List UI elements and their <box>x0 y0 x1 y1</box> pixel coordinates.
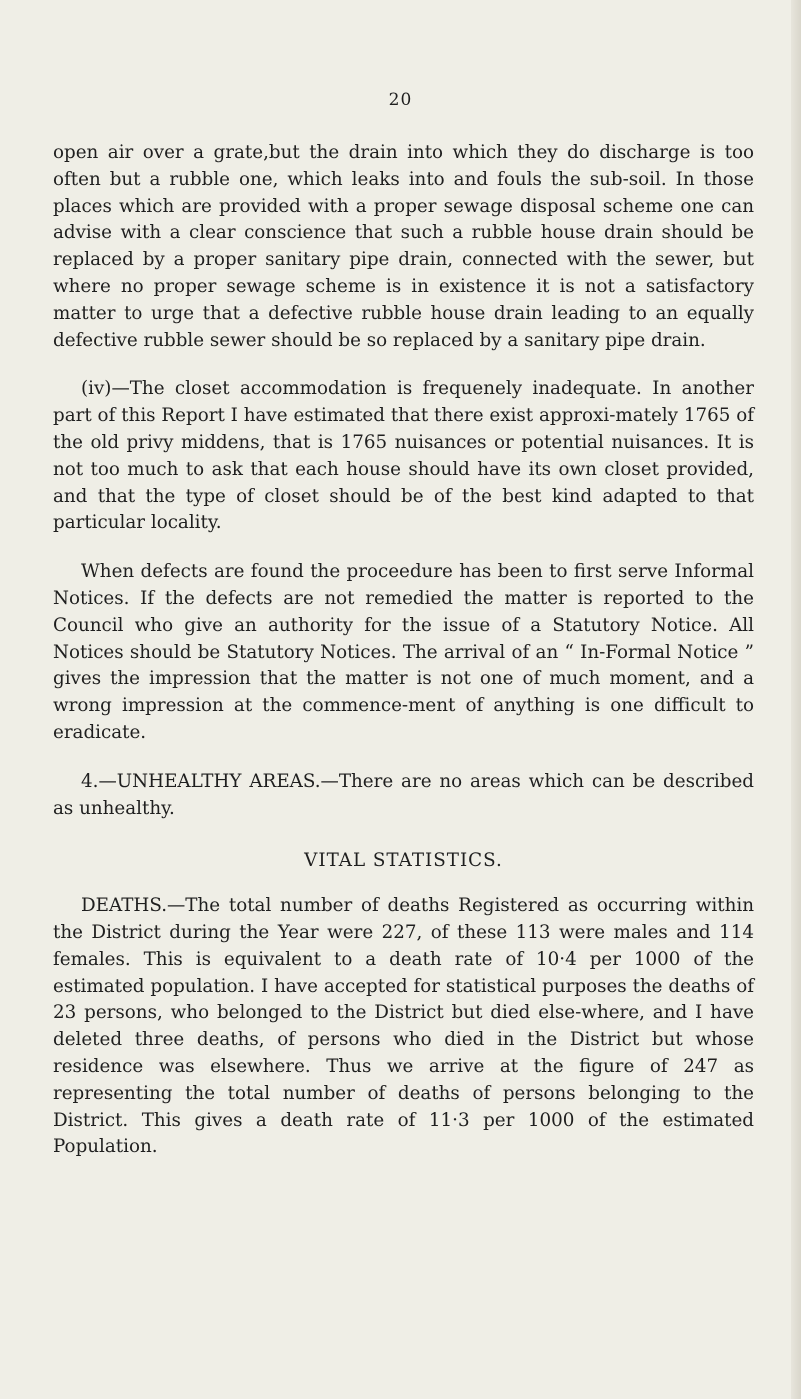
paragraph-drain: open air over a grate,but the drain into which they do discharge is too often but a rubble one, which leaks into and fouls the sub-soil. In those places which are provided with a proper sewage disposal scheme one can advise with a clear conscience that such a rubble house drain should be replaced by a proper sanitary pipe drain, connected with the sewer, but where no proper sewage scheme is in existence it is not a satisfactory matter to urge that a defective rubble house drain leading to an equally defective rubble sewer should be so replaced by a sanitary pipe drain. <box>53 142 754 351</box>
page-edge-shadow <box>791 0 801 1399</box>
paragraph-deaths: DEATHS.—The total number of deaths Registered as occurring within the District during the Year were 227, of these 113 were males and 114 females. This is equivalent to a death rate of 10·4 per 1000 of the estimated population. I have accepted for statistical purposes the deaths of 23 persons, who belonged to the District but died else-where, and I have deleted three deaths, of persons who died in the District but whose residence was elsewhere. Thus we arrive at the figure of 247 as representing the total number of deaths of persons belonging to the District. This gives a death rate of 11·3 per 1000 of the estimated Population. <box>53 895 754 1158</box>
paragraph-closet-accommodation: (iv)—The closet accommodation is frequenely inadequate. In another part of this Report I have estimated that there exist approxi-mately 1765 of the old privy middens, that is 1765 nuisances or potential nuisances. It is not too much to ask that each house should have its own closet provided, and that the type of closet should be of the best kind adapted to that particular locality. <box>53 378 754 534</box>
page-body <box>53 140 754 1161</box>
section-heading-vital-statistics: VITAL STATISTICS. <box>304 850 503 872</box>
page-number: 20 <box>388 90 413 110</box>
paragraph-unhealthy-areas: 4.—UNHEALTHY AREAS.—There are no areas which can be described as unhealthy. <box>53 770 754 819</box>
paragraph-notices: When defects are found the proceedure has been to first serve Informal Notices. If the defects are not remedied the matter is reported to the Council who give an authority for the issue of a Statutory Notice. All Notices should be Statutory Notices. The arrival of an “ In-Formal Notice ” gives the impression that the matter is not one of much moment, and a wrong impression at the commence-ment of anything is one difficult to eradicate. <box>53 561 754 743</box>
